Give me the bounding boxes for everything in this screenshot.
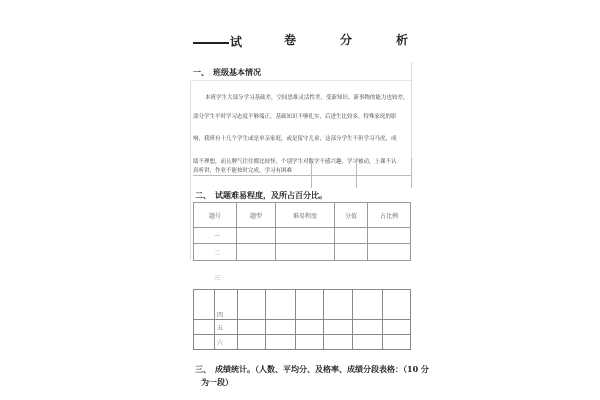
table-upper-divider-3 [411, 158, 412, 188]
table-row [194, 320, 411, 335]
table-cell [335, 244, 368, 261]
table-cell [237, 244, 276, 261]
table-cell [238, 335, 266, 350]
frame-left-edge [190, 80, 191, 260]
table-cell [383, 320, 411, 335]
table-cell [266, 320, 296, 335]
table-upper-rule [193, 175, 411, 176]
col-header-difficulty: 难易程度 [276, 203, 335, 228]
section1-line-4: 绩不理想，而且脾气往往都比较怪，个别学生对数学不感兴趣，学习被动，上课不认 [193, 159, 397, 165]
table-cell [238, 290, 266, 320]
table-cell [266, 290, 296, 320]
table-cell [368, 244, 411, 261]
table-cell [353, 290, 383, 320]
table-cell [383, 335, 411, 350]
table-cell [296, 335, 324, 350]
table-cell [237, 228, 276, 244]
row-label: 一 [194, 228, 237, 244]
row-label: 六 [215, 335, 238, 350]
table-cell [276, 228, 335, 244]
table-cell [266, 335, 296, 350]
table-cell [276, 244, 335, 261]
table-cell [296, 290, 324, 320]
section1-line-3: 响，我班有十几个学生或是单亲家庭，或是留守儿童，这部分学生不但学习马虎，成 [193, 136, 397, 142]
row-label: 五 [215, 320, 238, 335]
table-row [194, 335, 411, 350]
section2-heading: 二、 试题难易程度，及所占百分比。 [195, 190, 327, 200]
title-char-2: 卷 [284, 33, 297, 47]
table-row [194, 290, 411, 320]
table-cell [194, 290, 215, 320]
title-char-4: 析 [396, 33, 409, 47]
title-char-3: 分 [340, 33, 353, 47]
col-header-number: 题号 [194, 203, 237, 228]
section1-line-2: 部分学生平时学习态度不够端正，基础知识不够扎实，后进生比较多，特殊家庭的影 [193, 114, 397, 120]
table-row [194, 228, 411, 244]
difficulty-table-top [193, 202, 411, 261]
row-label: 二 [194, 244, 237, 261]
difficulty-table-bottom [193, 289, 411, 350]
table-cell [353, 335, 383, 350]
table-header-row [194, 203, 411, 228]
section1-heading: 一、 班级基本情况 [193, 67, 261, 77]
table-cell [324, 290, 353, 320]
col-header-ratio: 占比例 [368, 203, 411, 228]
table-cell [194, 320, 215, 335]
table-cell [335, 228, 368, 244]
section3-heading-line2: 为一段） [201, 377, 233, 387]
frame-top-rule [190, 80, 411, 81]
row-label: 四 [215, 290, 238, 320]
col-header-score: 分值 [335, 203, 368, 228]
table-upper-divider-1 [311, 158, 312, 188]
table-cell [368, 228, 411, 244]
row-label-standalone: 三 [214, 275, 221, 282]
table-cell [324, 320, 353, 335]
table-cell [194, 335, 215, 350]
table-cell [324, 335, 353, 350]
title-blank-rule [193, 42, 229, 44]
table-upper-divider-2 [356, 158, 357, 188]
table-cell [353, 320, 383, 335]
title-char-1: 试 [230, 35, 243, 49]
section1-line-1: 本班学生大部分学习基础差，空间思维灵活性差，受新知识、新事物的能力也较差， [205, 95, 409, 101]
section3-heading-line1: 三、 成绩统计。（人数、平均分、及格率、成绩分段表格：（10 分 [195, 364, 429, 374]
table-cell [296, 320, 324, 335]
col-header-type: 题型 [237, 203, 276, 228]
table-cell [383, 290, 411, 320]
table-cell [238, 320, 266, 335]
section1-line-5: 真听讲，作业不能按时完成，学习有困难 [193, 168, 293, 174]
table-row [194, 244, 411, 261]
